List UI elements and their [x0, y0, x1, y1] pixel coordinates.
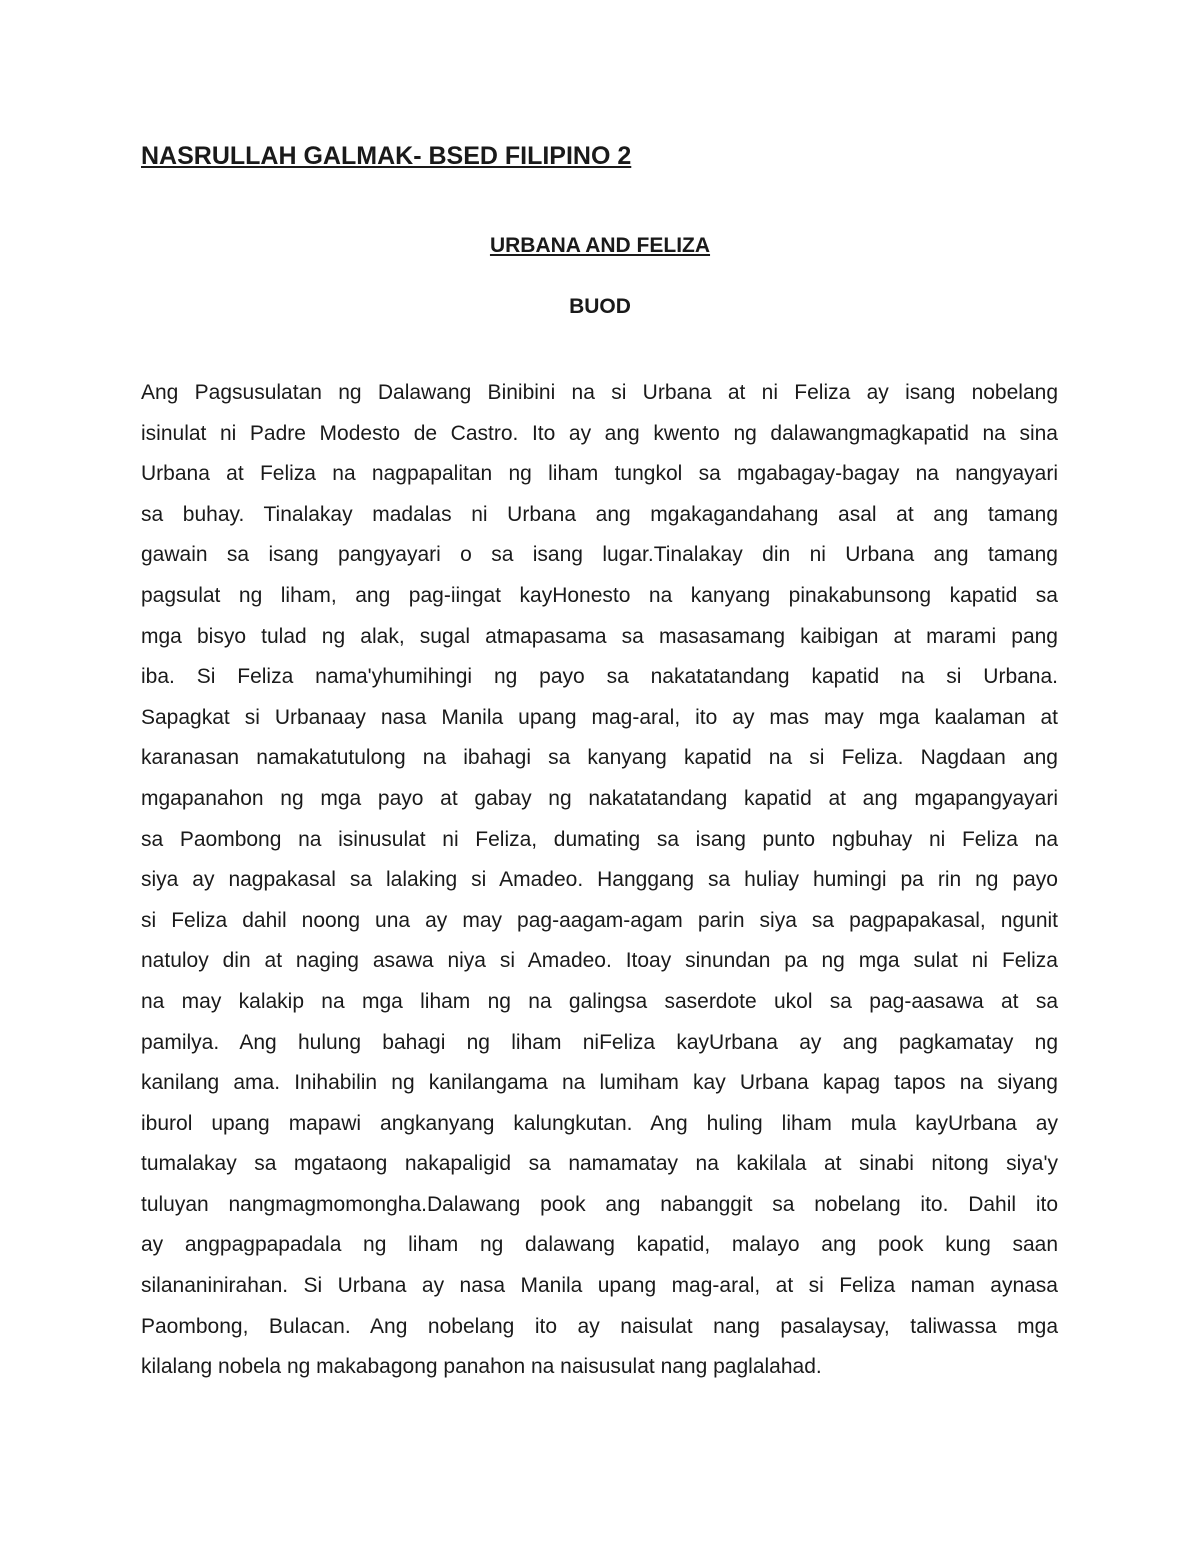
paragraph-line: Sapagkat si Urbanaay nasa Manila upang mag-aral, ito ay mas may mga kaalaman at — [141, 705, 1058, 729]
paragraph-line: mga bisyo tulad ng alak, sugal atmapasama sa masasamang kaibigan at marami pang — [141, 624, 1058, 648]
document-title: URBANA AND FELIZA — [489, 234, 711, 257]
paragraph-line: ay angpagpapadala ng liham ng dalawang kapatid, malayo ang pook kung saan — [141, 1233, 1058, 1257]
paragraph-line: siya ay nagpakasal sa lalaking si Amadeo. Hanggang sa huliay humingi pa rin ng payo — [141, 868, 1058, 892]
paragraph-line: sa buhay. Tinalakay madalas ni Urbana ang mgakagandahang asal at ang tamang — [141, 502, 1058, 526]
paragraph-line: gawain sa isang pangyayari o sa isang lugar.Tinalakay din ni Urbana ang tamang — [141, 543, 1058, 567]
paragraph-line: Paombong, Bulacan. Ang nobelang ito ay naisulat nang pasalaysay, taliwassa mga — [141, 1314, 1058, 1338]
paragraph-line: si Feliza dahil noong una ay may pag-aagam-agam parin siya sa pagpapakasal, ngunit — [141, 908, 1058, 932]
paragraph-line: Ang Pagsusulatan ng Dalawang Binibini na si Urbana at ni Feliza ay isang nobelang — [141, 381, 1058, 404]
paragraph-line: Urbana at Feliza na nagpapalitan ng liham tungkol sa mgabagay-bagay na nangyayari — [141, 462, 1058, 486]
paragraph-line-last: kilalang nobela ng makabagong panahon na naisusulat nang paglalahad. — [141, 1355, 822, 1379]
paragraph-line: mgapanahon ng mga payo at gabay ng nakatatandang kapatid at ang mgapangyayari — [141, 786, 1058, 810]
paragraph-line: silananinirahan. Si Urbana ay nasa Manila upang mag-aral, at si Feliza naman aynasa — [141, 1274, 1058, 1298]
paragraph-line: karanasan namakatutulong na ibahagi sa kanyang kapatid na si Feliza. Nagdaan ang — [141, 746, 1058, 770]
paragraph-line: sa Paombong na isinusulat ni Feliza, dumating sa isang punto ngbuhay ni Feliza na — [141, 827, 1058, 851]
paragraph-line: tuluyan nangmagmomongha.Dalawang pook ang nabanggit sa nobelang ito. Dahil ito — [141, 1192, 1058, 1216]
paragraph-line: pamilya. Ang hulung bahagi ng liham niFeliza kayUrbana ay ang pagkamatay ng — [141, 1030, 1058, 1054]
author-heading: NASRULLAH GALMAK- BSED FILIPINO 2 — [141, 142, 632, 170]
paragraph-line: pagsulat ng liham, ang pag-iingat kayHonesto na kanyang pinakabunsong kapatid sa — [141, 583, 1058, 607]
paragraph-line: isinulat ni Padre Modesto de Castro. Ito ay ang kwento ng dalawangmagkapatid na sina — [141, 421, 1058, 445]
document-subtitle: BUOD — [569, 295, 631, 318]
paragraph-line: iburol upang mapawi angkanyang kalungkutan. Ang huling liham mula kayUrbana ay — [141, 1111, 1058, 1135]
paragraph-line: na may kalakip na mga liham ng na galingsa saserdote ukol sa pag-aasawa at sa — [141, 989, 1058, 1013]
paragraph-line: iba. Si Feliza nama'yhumihingi ng payo sa nakatatandang kapatid na si Urbana. — [141, 665, 1058, 689]
summary-paragraph — [141, 373, 1058, 1388]
paragraph-line: natuloy din at naging asawa niya si Amadeo. Itoay sinundan pa ng mga sulat ni Feliza — [141, 949, 1058, 973]
paragraph-line: kanilang ama. Inihabilin ng kanilangama na lumiham kay Urbana kapag tapos na siyang — [141, 1071, 1058, 1095]
paragraph-line: tumalakay sa mgataong nakapaligid sa namamatay na kakilala at sinabi nitong siya'y — [141, 1152, 1058, 1176]
